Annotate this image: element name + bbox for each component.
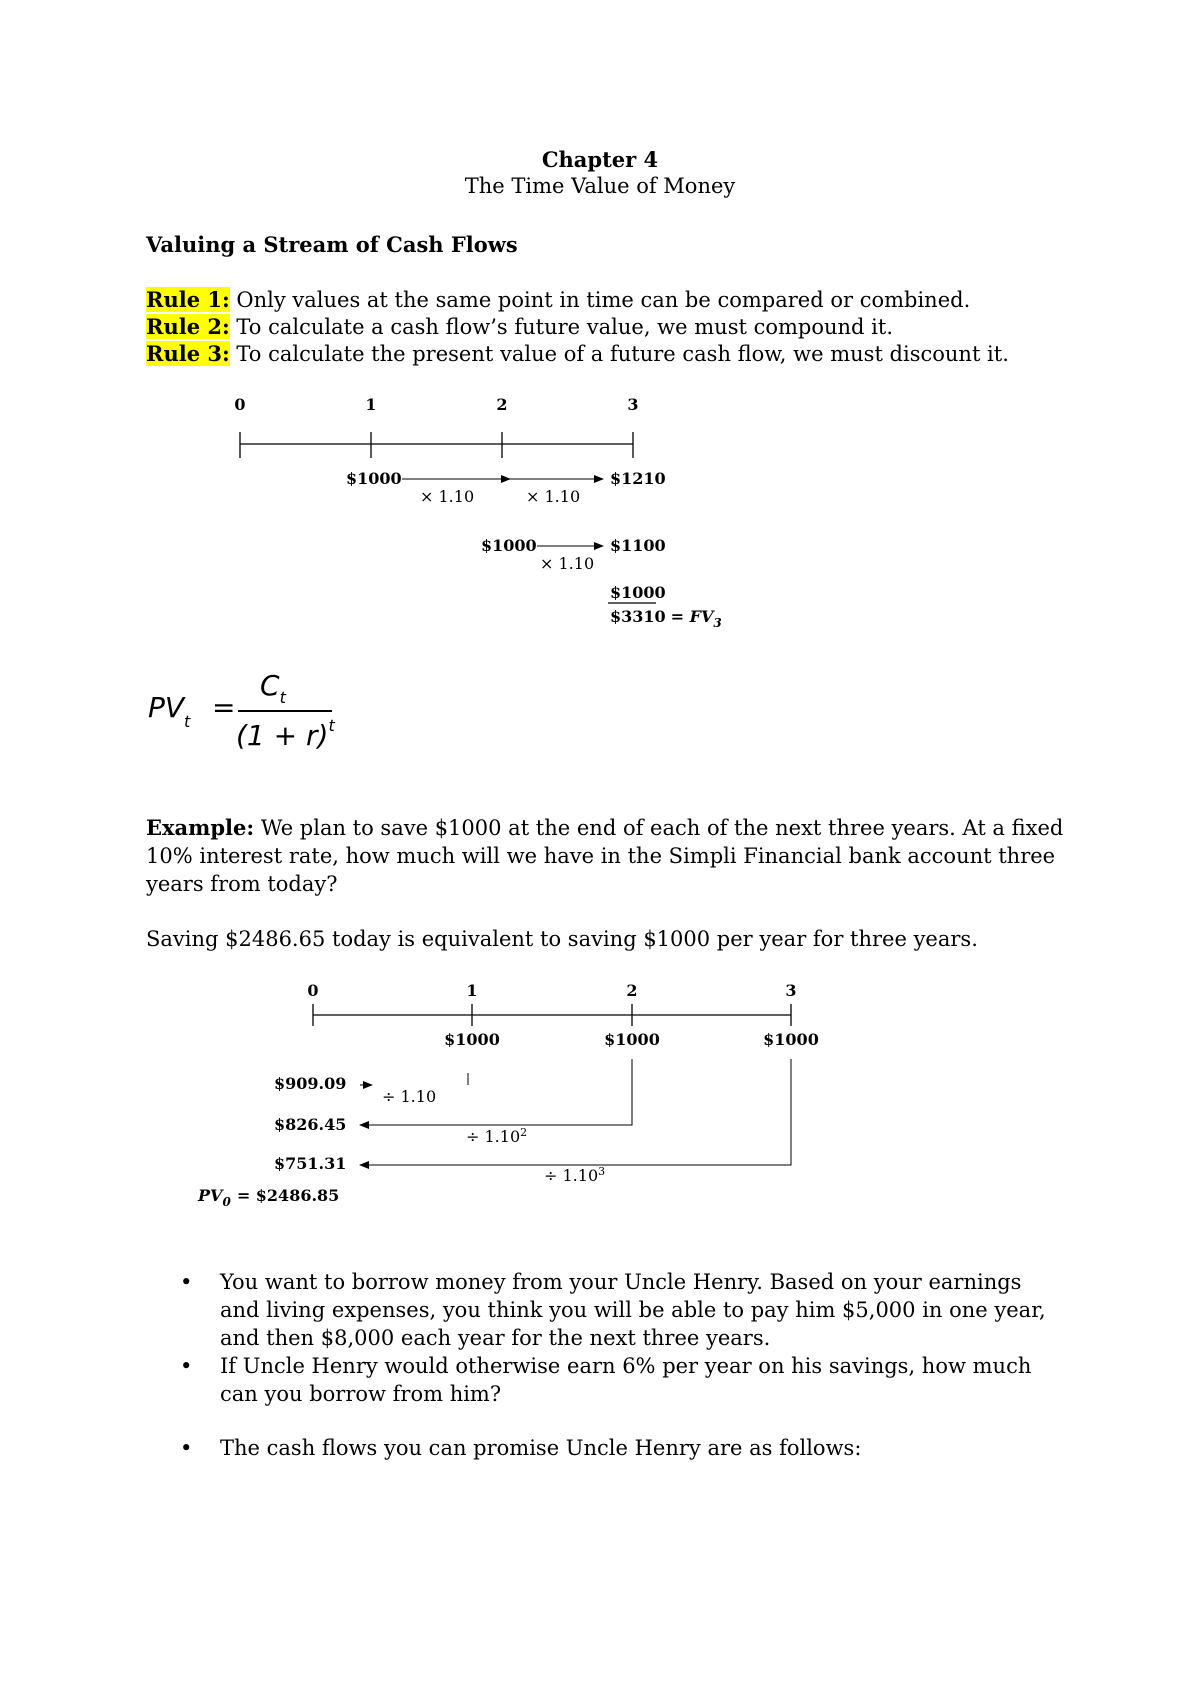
formula-lhs-sub: t <box>184 712 191 731</box>
formula-numerator-sub: t <box>279 688 286 707</box>
rule-2 <box>146 314 893 339</box>
pv-divisor-3 <box>544 1165 605 1185</box>
pv-total <box>197 1186 339 1209</box>
pv-divisor-2-exp: 2 <box>520 1126 528 1139</box>
pv-formula <box>140 665 360 755</box>
fv-total-value: $3310 <box>610 607 666 626</box>
rule-1 <box>146 287 970 312</box>
bullet-marker: • <box>180 1270 193 1294</box>
formula-lhs-text: PV <box>148 691 185 724</box>
fv-row2-factor: × 1.10 <box>540 554 595 573</box>
pv-timeline-diagram <box>0 975 1200 1215</box>
pv-cash-flow-2: $1000 <box>604 1030 660 1049</box>
fv-row1-factor-2: × 1.10 <box>526 487 581 506</box>
pv-period-1: 1 <box>466 981 478 1000</box>
formula-numerator-text: C <box>260 669 280 702</box>
pv-divisor-2 <box>466 1126 527 1146</box>
pv-value-2: $826.45 <box>274 1115 347 1134</box>
formula-denominator-text: (1 + r) <box>236 719 329 752</box>
pv-divisor-1 <box>382 1087 436 1106</box>
fv-period-3: 3 <box>627 395 639 414</box>
pv-period-2: 2 <box>626 981 638 1000</box>
pv-period-3: 3 <box>785 981 797 1000</box>
pv-total-label: PV <box>198 1186 223 1205</box>
fv-row1-end: $1210 <box>610 469 666 488</box>
chapter-title: Chapter 4 <box>541 147 659 172</box>
bullet-marker: • <box>180 1436 193 1460</box>
pv-cash-flow-3: $1000 <box>763 1030 819 1049</box>
pv-total-value: = $2486.85 <box>236 1186 340 1205</box>
section-title: Valuing a Stream of Cash Flows <box>146 232 518 257</box>
fv-row2-end: $1100 <box>610 536 666 555</box>
saving-statement: Saving $2486.65 today is equivalent to saving $1000 per year for three years. <box>146 927 978 951</box>
rule-1-label: Rule 1: <box>146 287 230 312</box>
pv-divisor-2-text: ÷ 1.10 <box>466 1127 521 1146</box>
example-text: We plan to save $1000 at the end of each of the next three years. At a fixed 10% interest rate, how much will we have in the Simpli Financial bank account three years from today? <box>146 816 1064 896</box>
example-paragraph <box>146 814 1066 898</box>
rule-2-text: To calculate a cash flow’s future value, we must compound it. <box>229 315 893 339</box>
fv-total-label: = FV <box>670 607 714 626</box>
example-label: Example: <box>146 815 255 840</box>
bullet-text-3: The cash flows you can promise Uncle Henry are as follows: <box>220 1436 862 1460</box>
pv-cash-flow-1: $1000 <box>444 1030 500 1049</box>
fv-total-sub: 3 <box>713 616 722 630</box>
formula-lhs <box>148 691 191 731</box>
rule-3-label: Rule 3: <box>146 341 230 366</box>
pv-total-sub: 0 <box>222 1195 231 1209</box>
pv-value-1: $909.09 <box>274 1074 347 1093</box>
pv-arrow-3 <box>360 1059 791 1165</box>
fv-period-0: 0 <box>234 395 246 414</box>
fv-row1-start: $1000 <box>346 469 402 488</box>
pv-divisor-3-exp: 3 <box>598 1165 606 1178</box>
fv-row3-value: $1000 <box>610 583 666 602</box>
formula-denominator-sup: t <box>328 716 335 735</box>
fv-row1-factor-1: × 1.10 <box>420 487 475 506</box>
bullet-text-2: If Uncle Henry would otherwise earn 6% per year on his savings, how much can you borrow from him? <box>220 1354 1032 1406</box>
pv-divisor-3-text: ÷ 1.10 <box>544 1166 599 1185</box>
fv-row2-start: $1000 <box>481 536 537 555</box>
rule-2-label: Rule 2: <box>146 314 230 339</box>
pv-divisor-1-text: ÷ 1.10 <box>382 1087 437 1106</box>
formula-equals: = <box>212 691 236 724</box>
fv-period-2: 2 <box>496 395 508 414</box>
bullet-text-1: You want to borrow money from your Uncle Henry. Based on your earnings and living expenses, you think you will be able to pay him $5,000 in one year, and then $8,000 each year for the next three years. <box>220 1270 1046 1350</box>
fv-period-1: 1 <box>365 395 377 414</box>
formula-denominator <box>236 716 335 752</box>
rule-3 <box>146 341 1009 366</box>
pv-period-0: 0 <box>307 981 319 1000</box>
rule-3-text: To calculate the present value of a future cash flow, we must discount it. <box>229 342 1009 366</box>
fv-timeline-diagram <box>0 390 1200 630</box>
rule-1-text: Only values at the same point in time can be compared or combined. <box>229 288 971 312</box>
bullet-marker: • <box>180 1354 193 1378</box>
formula-numerator <box>260 669 287 707</box>
fv-total <box>610 607 722 630</box>
pv-value-3: $751.31 <box>274 1154 347 1173</box>
chapter-subtitle: The Time Value of Money <box>464 174 736 198</box>
